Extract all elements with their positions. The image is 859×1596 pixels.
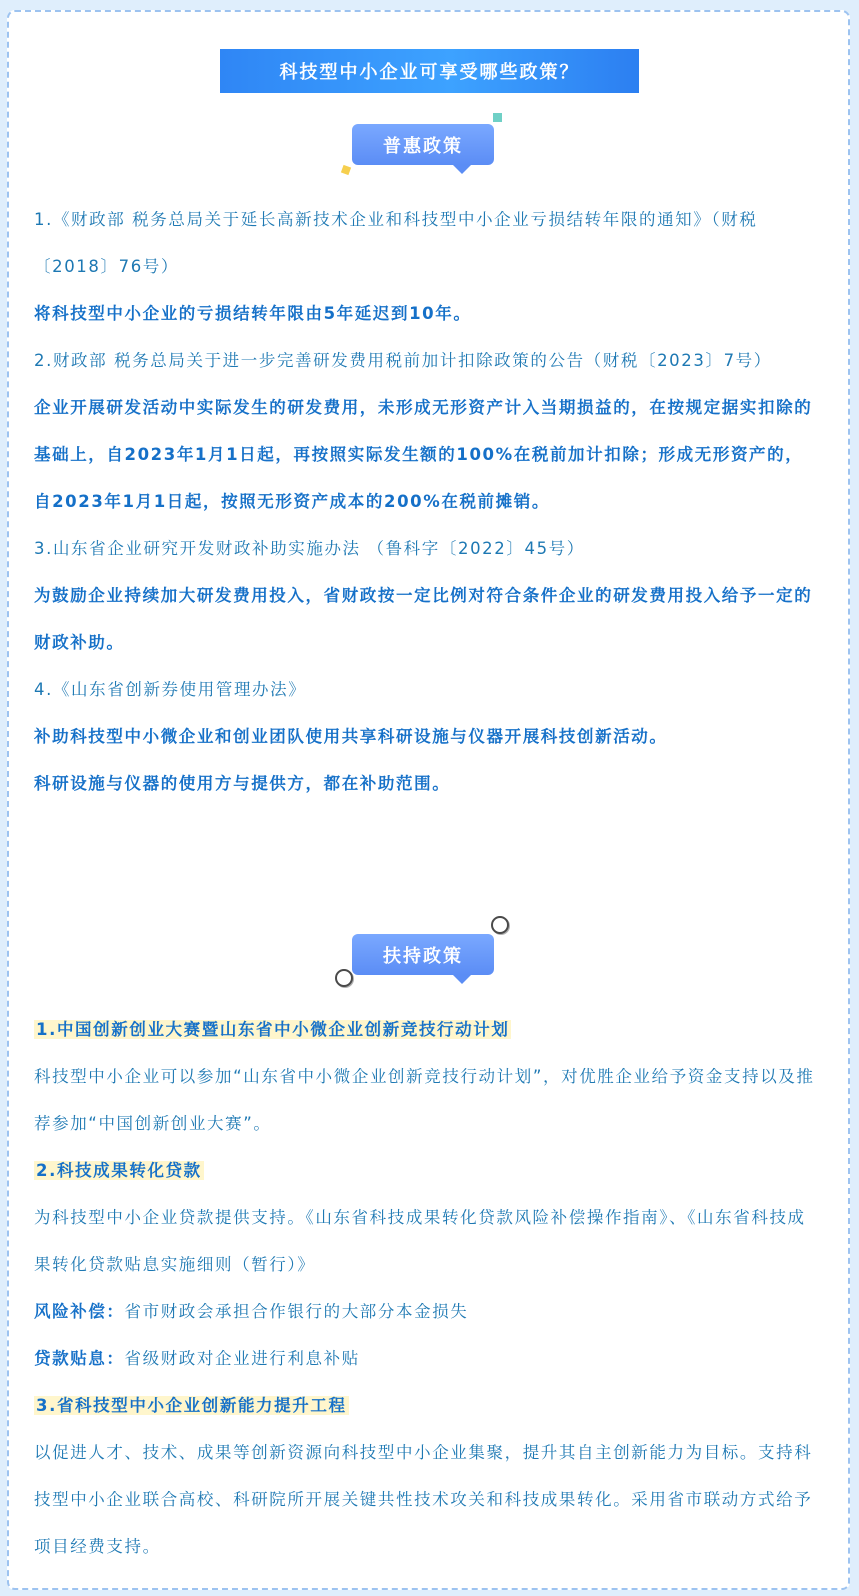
loan-interest-text: 省级财政对企业进行利息补贴 <box>124 1349 360 1368</box>
support-3-heading-text: 3.省科技型中小企业创新能力提升工程 <box>36 1396 347 1415</box>
policy-4-body: 补助科技型中小微企业和创业团队使用共享科研设施与仪器开展科技创新活动。 <box>34 727 668 746</box>
risk-compensation-label: 风险补偿： <box>34 1302 125 1321</box>
tag-pointer <box>452 974 472 984</box>
support-2-body: 为科技型中小企业贷款提供支持。《山东省科技成果转化贷款风险补偿操作指南》、《山东省科技成果转化贷款贴息实施细则（暂行）》 <box>34 1208 806 1274</box>
risk-compensation-line <box>34 1288 820 1335</box>
tag-pointer <box>452 164 472 174</box>
support-3-heading <box>34 1382 820 1429</box>
page-title: 科技型中小企业可享受哪些政策？ <box>220 49 639 93</box>
policy-4-heading: 4.《山东省创新券使用管理办法》 <box>34 680 307 699</box>
support-1-heading-text: 1.中国创新创业大赛暨山东省中小微企业创新竞技行动计划 <box>36 1020 510 1039</box>
risk-compensation-text: 省市财政会承担合作银行的大部分本金损失 <box>124 1302 469 1321</box>
teal-square-decoration <box>493 113 502 122</box>
section-tag-label: 扶持政策 <box>383 945 463 967</box>
loan-interest-line <box>34 1335 820 1382</box>
support-3-body: 以促进人才、技术、成果等创新资源向科技型中小企业集聚，提升其自主创新能力为目标。支持科技型中小企业联合高校、科研院所开展关键共性技术攻关和科技成果转化。采用省市联动方式给予项目经费支持。 <box>34 1443 813 1556</box>
policy-3-heading: 3.山东省企业研究开发财政补助实施办法 （鲁科字〔2022〕45号） <box>34 539 585 558</box>
policy-1-body: 将科技型中小企业的亏损结转年限由5年延迟到10年。 <box>34 304 472 323</box>
policy-1-heading: 1.《财政部 税务总局关于延长高新技术企业和科技型中小企业亏损结转年限的通知》（财税〔2018〕76号） <box>34 210 758 276</box>
section-tag-fuchi <box>352 934 494 975</box>
policy-2-heading: 2.财政部 税务总局关于进一步完善研发费用税前加计扣除政策的公告（财税〔2023〕7号） <box>34 351 772 370</box>
support-1-heading <box>34 1006 820 1053</box>
section-fuchi-content <box>34 1006 820 1570</box>
loan-interest-label: 贷款贴息： <box>34 1349 125 1368</box>
support-2-heading <box>34 1147 820 1194</box>
policy-2-body: 企业开展研发活动中实际发生的研发费用，未形成无形资产计入当期损益的，在按规定据实扣除的基础上，自2023年1月1日起，再按照实际发生额的100%在税前加计扣除；形成无形资产的，自2023年1月1日起，按照无形资产成本的200%在税前摊销。 <box>34 398 813 511</box>
policy-3-body: 为鼓励企业持续加大研发费用投入，省财政按一定比例对符合条件企业的研发费用投入给予一定的财政补助。 <box>34 586 813 652</box>
support-1-body: 科技型中小企业可以参加“山东省中小微企业创新竞技行动计划”，对优胜企业给予资金支持以及推荐参加“中国创新创业大赛”。 <box>34 1067 815 1133</box>
policy-4-body-2: 科研设施与仪器的使用方与提供方，都在补助范围。 <box>34 774 451 793</box>
section-puhui-content <box>34 196 820 807</box>
circle-decoration-bottom <box>335 969 353 987</box>
support-2-heading-text: 2.科技成果转化贷款 <box>36 1161 202 1180</box>
section-tag-label: 普惠政策 <box>383 135 463 157</box>
circle-decoration-top <box>491 916 509 934</box>
section-tag-puhui <box>352 124 494 165</box>
